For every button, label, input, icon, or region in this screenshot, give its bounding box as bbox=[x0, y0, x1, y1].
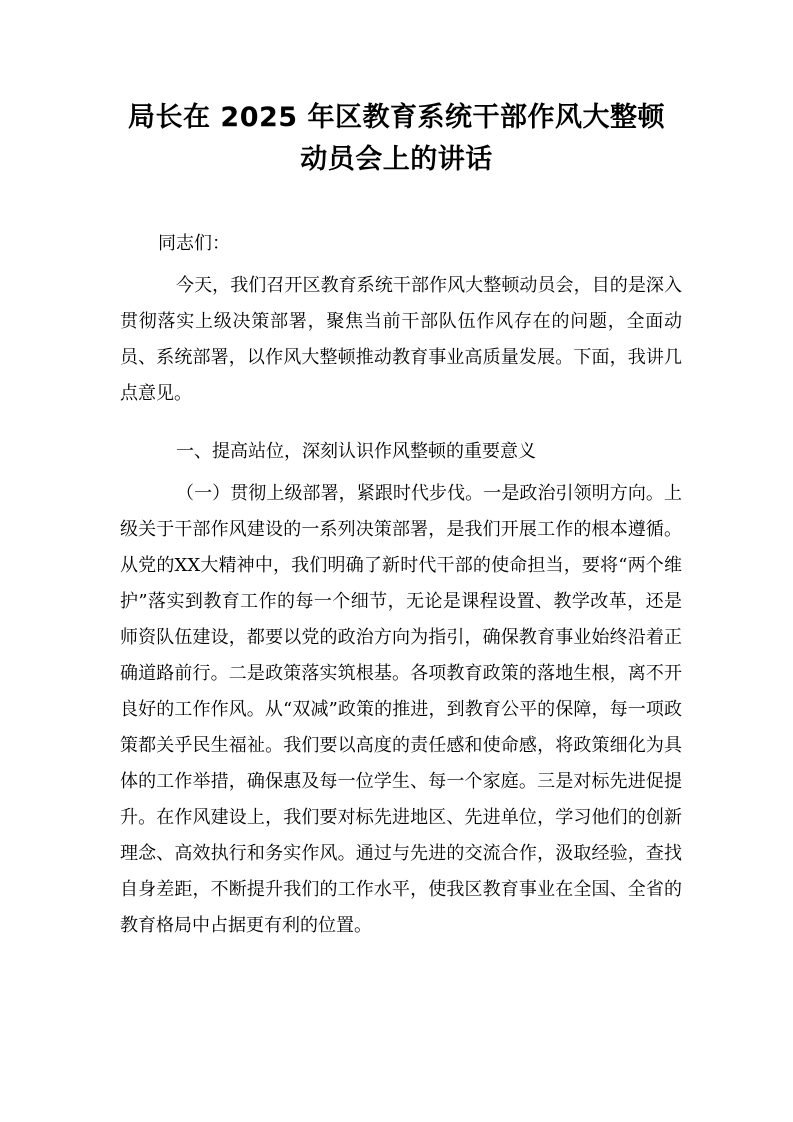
section-paragraph: （一）贯彻上级部署，紧跟时代步伐。一是政治引领明方向。上级关于干部作风建设的一系列决策部署，是我们开展工作的根本遵循。从党的XX大精神中，我们明确了新时代干部的使命担当，要将“两个维护”落实到教育工作的每一个细节，无论是课程设置、教学改革，还是师资队伍建设，都要以党的政治方向为指引，确保教育事业始终沿着正确道路前行。二是政策落实筑根基。各项教育政策的落地生根，离不开良好的工作作风。从“双减”政策的推进，到教育公平的保障，每一项政策都关乎民生福祉。我们要以高度的责任感和使命感，将政策细化为具体的工作举措，确保惠及每一位学生、每一个家庭。三是对标先进促提升。在作风建设上，我们要对标先进地区、先进单位，学习他们的创新理念、高效执行和务实作风。通过与先进的交流合作，汲取经验，查找自身差距，不断提升我们的工作水平，使我区教育事业在全国、全省的教育格局中占据更有利的位置。 bbox=[120, 483, 682, 936]
section-heading: 一、提高站位，深刻认识作风整顿的重要意义 bbox=[176, 441, 536, 462]
document-title-line-2: 动员会上的讲话 bbox=[300, 144, 493, 175]
intro-paragraph: 今天，我们召开区教育系统干部作风大整顿动员会，目的是深入贯彻落实上级决策部署，聚焦当前干部队伍作风存在的问题，全面动员、系统部署，以作风大整顿推动教育事业高质量发展。下面，我讲几点意见。 bbox=[120, 275, 682, 404]
salutation: 同志们： bbox=[158, 233, 230, 254]
document-title-line-1: 局长在 2025 年区教育系统干部作风大整顿 bbox=[128, 102, 665, 133]
